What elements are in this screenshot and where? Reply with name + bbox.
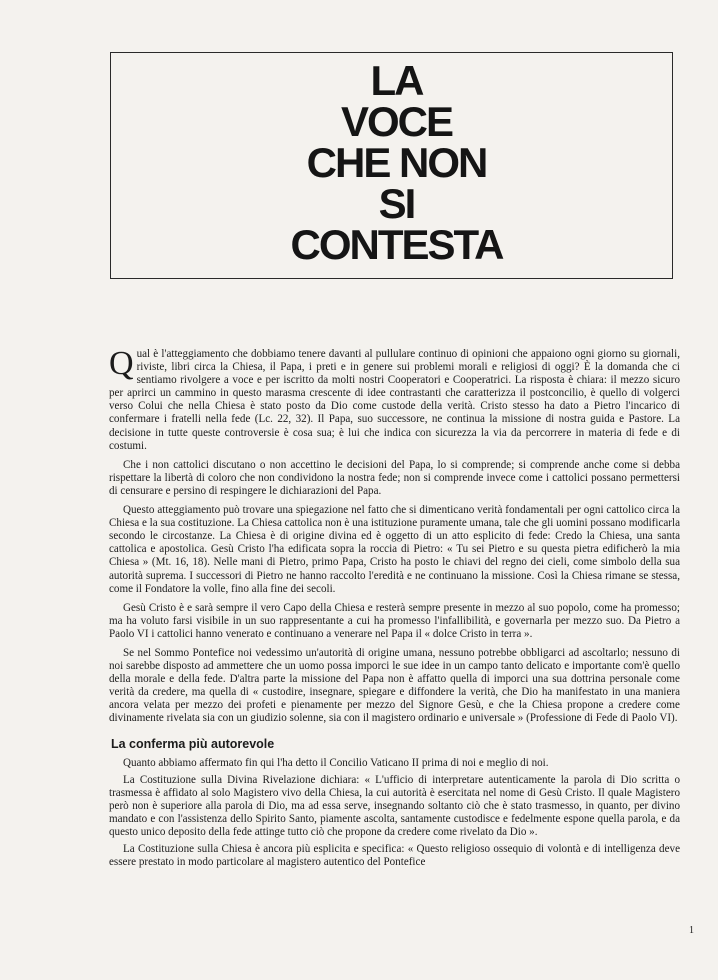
- title-line: VOCE: [340, 98, 453, 145]
- paragraph: Gesù Cristo è e sarà sempre il vero Capo della Chiesa e resterà sempre presente in mezzo al suo popolo, come ha promesso; ma ha voluto farsi visibile in un suo rappresentante a cui ha promesso l'infallibilità, e governarla per mezzo suo. Da Pietro a Paolo VI i cattolici hanno venerato e continuano a venerare nel Papa il « dolce Cristo in terra ».: [109, 601, 680, 640]
- title-line: CONTESTA: [290, 221, 503, 268]
- section-heading: La conferma più autorevole: [111, 736, 275, 751]
- paragraph: La Costituzione sulla Chiesa è ancora più esplicita e specifica: « Questo religioso ossequio di volontà e di intelligenza deve essere prestato in modo particolare al magistero autentico del Pontefice: [109, 843, 680, 869]
- paragraph: Che i non cattolici discutano o non accettino le decisioni del Papa, lo si comprende; si comprende anche come si debba rispettare la libertà di coloro che non condividono la nostra fede; non si comprende invece come i cattolici possano permettersi di censurare e persino di respingere le dichiarazioni del Papa.: [109, 458, 680, 497]
- title-line: CHE NON: [306, 139, 487, 186]
- title-line: SI: [378, 180, 415, 227]
- paragraph: Questo atteggiamento può trovare una spiegazione nel fatto che si dimenticano verità fondamentali per ogni cattolico circa la Chiesa e la sua costituzione. La Chiesa cattolica non è una istituzione puramente umana, tale che gli uomini possano modificarla secondo le circostanze. La Chiesa è di origine divina ed è oggetto di un atto esplicito di fede: Credo la Chiesa, una santa cattolica e apostolica. Gesù Cristo l'ha edificata sopra la roccia di Pietro: « Tu sei Pietro e su questa pietra edificherò la mia Chiesa » (Mt. 16, 18). Nelle mani di Pietro, primo Papa, Cristo ha posto le chiavi del regno dei cieli, come simbolo della sua autorità suprema. I successori di Pietro ne hanno raccolto l'eredità e ne continuano la missione. Così la Chiesa rimane se stessa, come il Fondatore la volle, fino alla fine dei secoli.: [109, 504, 680, 595]
- paragraph: Se nel Sommo Pontefice noi vedessimo un'autorità di origine umana, nessuno potrebbe obbligarci ad ascoltarlo; nessuno di noi sarebbe disposto ad ammettere che un uomo possa imporci le sue idee in un campo tanto delicato e importante com'è quello della morale e della fede. D'altra parte la missione del Papa non è affatto quella di imporci una sua dottrina personale come verità da credere, ma quella di « custodire, insegnare, spiegare e diffondere la verità, che Dio ha manifestato in una maniera ancora velata per mezzo dei profeti e pienamente per mezzo del Signore Gesù, e che la Chiesa propone a credere come divinamente rivelata sia con un giudizio solenne, sia con il magistero ordinario e universale » (Professione di Fede di Paolo VI).: [109, 646, 680, 725]
- paragraph: Quanto abbiamo affermato fin qui l'ha detto il Concilio Vaticano II prima di noi e meglio di noi.: [123, 756, 549, 769]
- paragraph-text: ual è l'atteggiamento che dobbiamo tenere davanti al pullulare continuo di opinioni che appaiono ogni giorno su giornali, riviste, libri circa la Chiesa, il Papa, i preti e in genere sui problemi morali e religiosi di oggi? È la domanda che ci sentiamo rivolgere a voce e per iscritto da molti nostri Cooperatori e Cooperatrici. La risposta è chiara: il mezzo sicuro per aprirci un cammino in questo marasma crescente di idee contrastanti che caratterizza il postconcilio, è quello di volgerci verso Colui che nella Chiesa è stato posto da Dio come custode della verità. Cristo stesso ha dato a Pietro l'incarico di confermare i fratelli nella fede (Lc. 22, 32). Il Papa, suo successore, ne continua la missione di nostra guida e Pastore. La decisione in tutte queste controversie è cosa sua; è lui che indica con sicurezza la via da percorrere in materia di fede e di costumi.: [109, 348, 680, 452]
- article-body: [109, 345, 680, 873]
- paragraph: [109, 345, 680, 453]
- page-number: 1: [689, 925, 694, 936]
- drop-cap: Q: [109, 345, 134, 382]
- paragraph: La Costituzione sulla Divina Rivelazione dichiara: « L'ufficio di interpretare autenticamente la parola di Dio scritta o trasmessa è affidato al solo Magistero vivo della Chiesa, la cui autorità è esercitata nel nome di Gesù Cristo. Il quale Magistero però non è superiore alla parola di Dio, ma ad essa serve, insegnando soltanto ciò che è stato trasmesso, in quanto, per divino mandato e con l'assistenza dello Spirito Santo, piamente ascolta, santamente custodisce e fedelmente espone quella parola, e da questo unico deposito della fede attinge tutto ciò che propone da credere come rivelato da Dio ».: [109, 773, 680, 839]
- title-box: [110, 52, 673, 279]
- title-line: LA: [370, 57, 423, 104]
- page-title: [111, 57, 672, 268]
